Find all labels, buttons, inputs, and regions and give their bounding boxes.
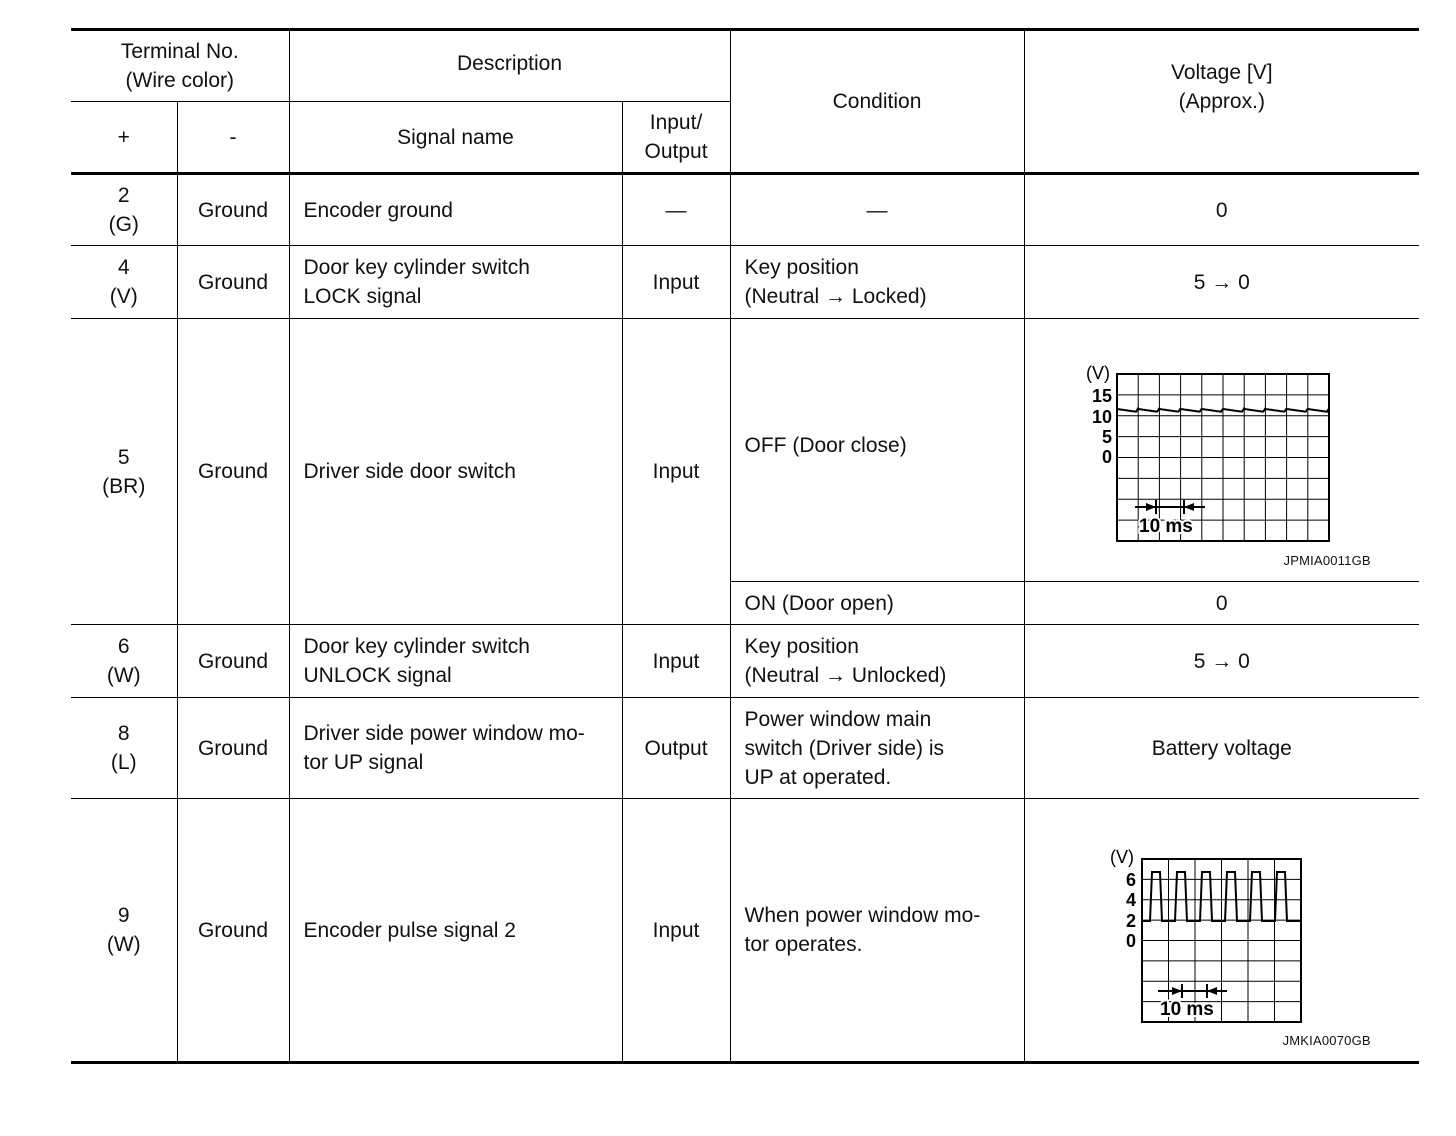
header-terminal-no (71, 30, 289, 102)
y-tick-label: 15 (1091, 386, 1112, 406)
terminal-number: 8 (117, 722, 130, 745)
table-row (71, 174, 1419, 246)
header-row-1 (71, 30, 1419, 102)
door-switch-waveform-chart (1025, 319, 1419, 581)
time-scale-label: 10 ms (1138, 516, 1193, 537)
terminal-number: 6 (117, 635, 130, 658)
time-arrow-left (1146, 503, 1156, 511)
terminal-number: 2 (117, 184, 130, 207)
y-tick-label: 0 (1101, 447, 1112, 467)
io-cell: Input (622, 319, 730, 625)
signal-line-1: Encoder ground (303, 198, 453, 222)
voltage-cell: 0 (1024, 582, 1419, 625)
io-cell: — (622, 174, 730, 246)
header-signal-name: Signal name (289, 102, 622, 174)
table-row (71, 246, 1419, 319)
terminal-voltage-table (71, 28, 1419, 1064)
voltage-cell: Battery voltage (1024, 698, 1419, 799)
signal-line-2: LOCK signal (303, 285, 422, 308)
voltage-cell: 5 → 0 (1024, 625, 1419, 698)
condition-line-1: Key position (744, 635, 859, 658)
minus-cell: Ground (177, 246, 289, 319)
condition-line-2: (Neutral → Unlocked) (744, 664, 947, 687)
condition-line-2: switch (Driver side) is (744, 736, 945, 760)
signal-line-1: Encoder pulse signal 2 (303, 918, 516, 942)
condition-cell (730, 246, 1024, 319)
signal-name-cell (289, 246, 622, 319)
terminal-number: 4 (117, 256, 130, 279)
wire-color: (V) (109, 285, 138, 308)
header-terminal-label: Terminal No. (120, 40, 239, 63)
condition-cell: OFF (Door close) (730, 319, 1024, 582)
terminal-cell (71, 319, 177, 625)
table-row (71, 799, 1419, 1063)
figure-id: JMKIA0070GB (1282, 1033, 1371, 1048)
io-cell: Input (622, 246, 730, 319)
terminal-number: 9 (117, 904, 130, 927)
signal-line-1: Driver side power window mo- (303, 722, 585, 745)
terminal-number: 5 (117, 445, 130, 469)
header-description: Description (289, 30, 730, 102)
voltage-cell: 0 (1024, 174, 1419, 246)
header-voltage (1024, 30, 1419, 174)
wire-color: (W) (106, 664, 141, 687)
terminal-cell (71, 174, 177, 246)
encoder-pulse-waveform-chart (1025, 799, 1419, 1061)
time-arrow-right (1184, 503, 1194, 511)
time-scale-arrow (1135, 500, 1205, 514)
waveform-figure (1025, 319, 1419, 581)
wire-color: (BR) (102, 474, 146, 498)
voltage-waveform-cell (1024, 799, 1419, 1063)
header-condition: Condition (730, 30, 1024, 174)
condition-cell: ON (Door open) (730, 582, 1024, 625)
waveform-unit-label: (V) (1109, 847, 1134, 867)
condition-line-1: Key position (744, 256, 859, 279)
terminal-cell (71, 698, 177, 799)
voltage-waveform-cell (1024, 319, 1419, 582)
condition-cell: — (730, 174, 1024, 246)
signal-name-cell (289, 174, 622, 246)
io-cell: Output (622, 698, 730, 799)
signal-name-cell (289, 319, 622, 625)
terminal-cell (71, 799, 177, 1063)
waveform-figure (1025, 799, 1419, 1061)
condition-line-1: When power window mo- (744, 904, 981, 927)
io-cell: Input (622, 799, 730, 1063)
condition-line-2: tor operates. (744, 933, 863, 956)
signal-name-cell (289, 799, 622, 1063)
signal-line-1: Driver side door switch (303, 460, 516, 483)
minus-cell: Ground (177, 174, 289, 246)
io-cell: Input (622, 625, 730, 698)
signal-line-2: UNLOCK signal (303, 664, 452, 687)
voltage-cell: 5 → 0 (1024, 246, 1419, 319)
header-input-output (622, 102, 730, 174)
signal-line-1: Door key cylinder switch (303, 256, 530, 279)
y-tick-label: 0 (1125, 931, 1136, 951)
signal-line-1: Door key cylinder switch (303, 635, 530, 658)
condition-line-2: (Neutral → Locked) (744, 285, 927, 308)
terminal-cell (71, 246, 177, 319)
condition-cell (730, 799, 1024, 1063)
minus-cell: Ground (177, 698, 289, 799)
header-wire-color-label: (Wire color) (125, 69, 234, 92)
condition-cell (730, 625, 1024, 698)
time-arrow-right (1207, 987, 1217, 995)
signal-name-cell (289, 625, 622, 698)
terminal-cell (71, 625, 177, 698)
y-tick-label: 4 (1125, 890, 1136, 910)
condition-line-3: UP at operated. (744, 765, 892, 789)
table-row (71, 625, 1419, 698)
y-tick-label: 2 (1125, 911, 1136, 931)
time-scale-label: 10 ms (1159, 999, 1214, 1020)
y-tick-label: 6 (1125, 870, 1136, 890)
y-tick-label: 10 (1091, 407, 1112, 427)
signal-name-cell (289, 698, 622, 799)
figure-id: JPMIA0011GB (1283, 553, 1371, 568)
time-arrow-left (1172, 987, 1182, 995)
minus-cell: Ground (177, 625, 289, 698)
header-approx-label: (Approx.) (1178, 89, 1265, 113)
minus-cell: Ground (177, 799, 289, 1063)
header-plus: + (71, 102, 177, 174)
table-row (71, 698, 1419, 799)
y-tick-label: 5 (1101, 427, 1112, 447)
header-io-line-1: Input/ (649, 111, 703, 134)
wire-color: (G) (108, 213, 139, 236)
header-voltage-label: Voltage [V] (1170, 60, 1273, 84)
table-row (71, 319, 1419, 582)
header-minus: - (177, 102, 289, 174)
header-io-line-2: Output (644, 140, 708, 163)
condition-line-1: Power window main (744, 707, 932, 731)
minus-cell: Ground (177, 319, 289, 625)
signal-line-2: tor UP signal (303, 751, 424, 774)
wire-color: (W) (106, 933, 141, 956)
waveform-unit-label: (V) (1085, 363, 1110, 383)
condition-cell (730, 698, 1024, 799)
wire-color: (L) (110, 751, 137, 774)
